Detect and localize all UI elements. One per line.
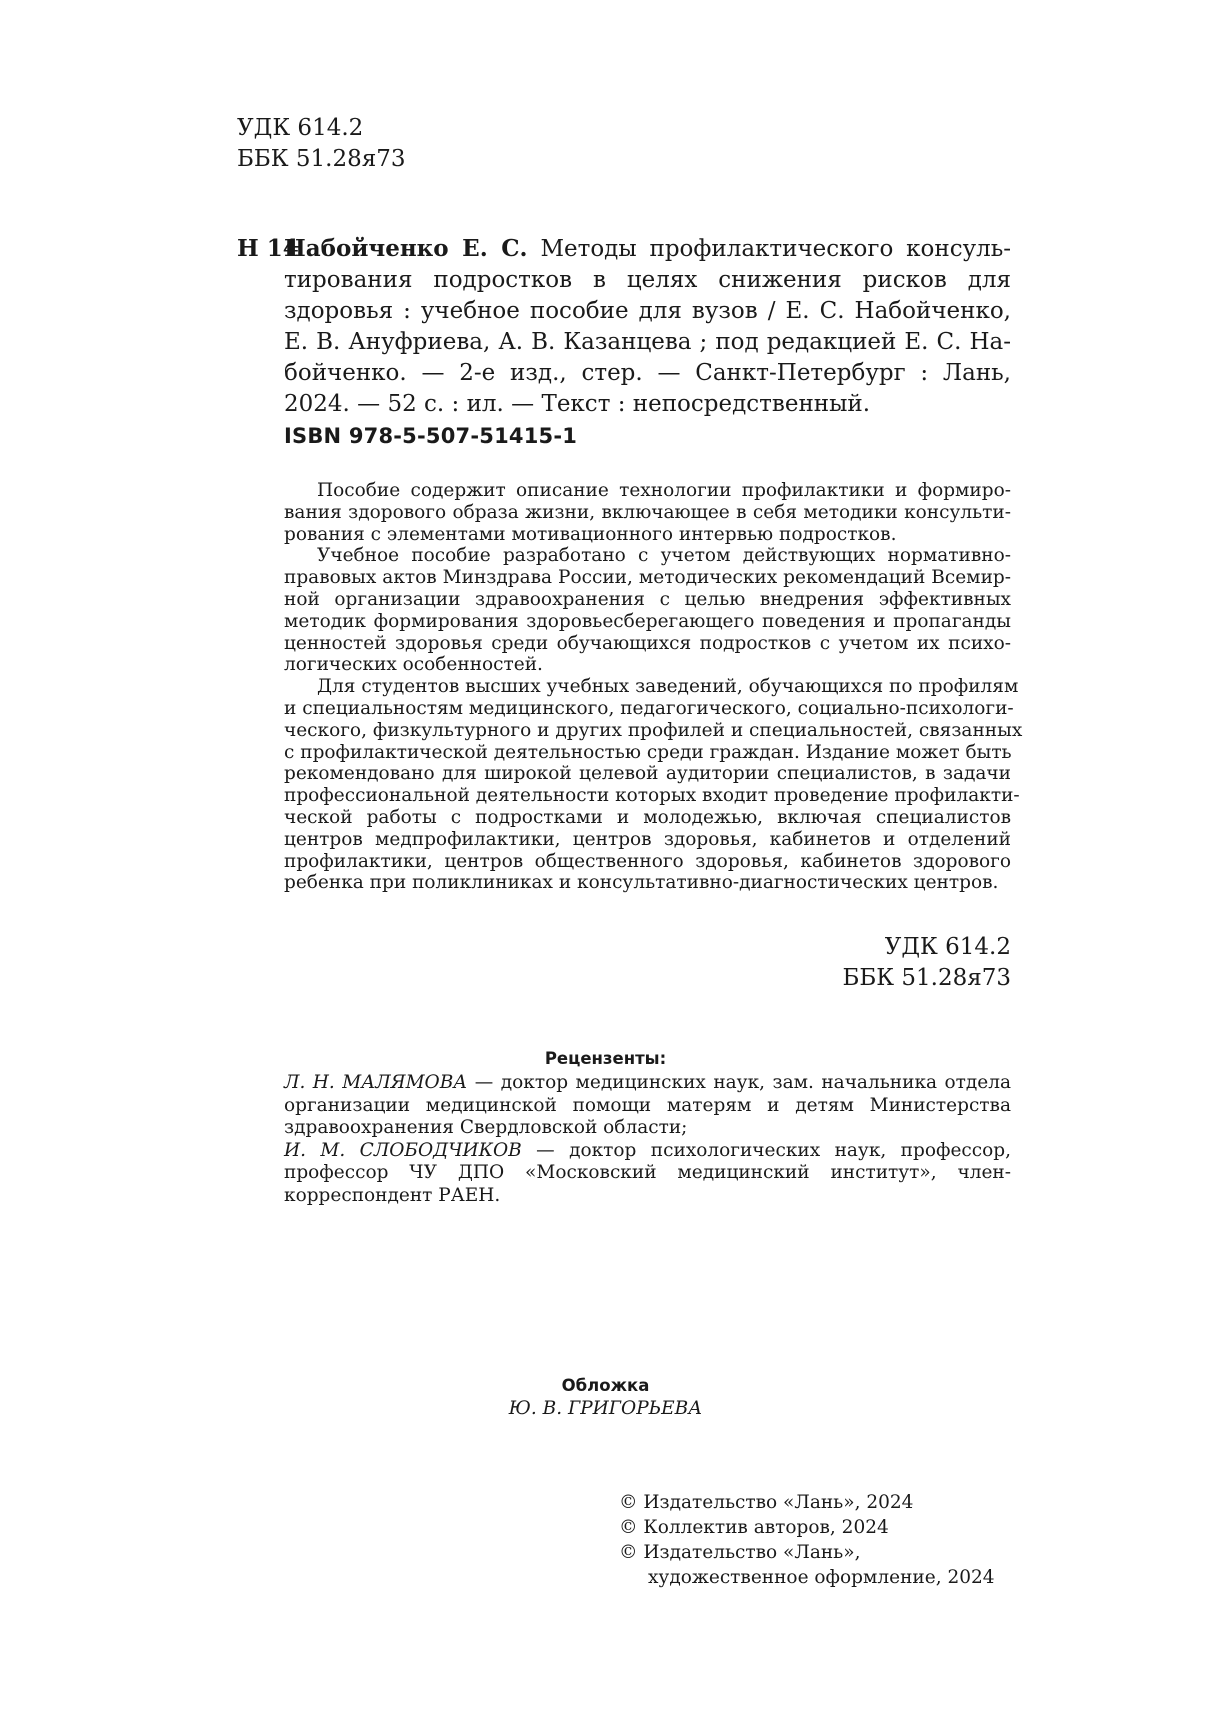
- copyright-line: © Коллектив авторов, 2024: [619, 1517, 889, 1538]
- reviewers-heading: Рецензенты:: [544, 1049, 667, 1068]
- annotation-line: Для студентов высших учебных заведений, обучающихся по профилям: [317, 676, 1019, 698]
- entry-line: 2024. — 52 с. : ил. — Текст : непосредственный.: [284, 391, 871, 417]
- annotation-line: профилактики, центров общественного здоровья, кабинетов здорового: [284, 850, 1011, 872]
- annotation-line: ребенка при поликлиниках и консультативно-диагностических центров.: [284, 872, 999, 894]
- annotation: [284, 480, 1023, 894]
- annotation-line: ческого, физкультурного и других профилей и специальностей, связанных: [284, 719, 1023, 741]
- bbk-code: ББК 51.28я73: [237, 146, 406, 172]
- entry-line: [284, 233, 1011, 265]
- reviewer-name: И. М. СЛОБОДЧИКОВ: [284, 1139, 522, 1161]
- annotation-line: рования с элементами мотивационного интервью подростков.: [284, 523, 897, 545]
- entry-title-start: Методы профилактического консуль-: [540, 236, 1012, 262]
- annotation-line: вания здорового образа жизни, включающее в себя методики консульти-: [284, 501, 1011, 523]
- reviewer-name: Л. Н. МАЛЯМОВА: [284, 1072, 468, 1093]
- entry-line: Е. В. Ануфриева, А. В. Казанцева ; под редакцией Е. С. На-: [284, 329, 1011, 355]
- reviewer-line: здравоохранения Свердловской области;: [284, 1117, 688, 1138]
- bibliographic-description: [284, 233, 1011, 420]
- reviewers-list: [284, 1072, 1011, 1207]
- annotation-line: профессиональной деятельности которых входит проведение профилакти-: [284, 785, 1020, 807]
- annotation-line: Учебное пособие разработано с учетом действующих нормативно-: [317, 545, 1011, 567]
- annotation-line: логических особенностей.: [284, 654, 543, 676]
- udk-code: УДК 614.2: [884, 934, 1011, 960]
- annotation-line: рекомендовано для широкой целевой аудитории специалистов, в задачи: [284, 763, 1011, 785]
- copyright-line: © Издательство «Лань»,: [619, 1542, 861, 1563]
- reviewer-line: организации медицинской помощи матерям и детям Министерства: [284, 1094, 1011, 1116]
- reviewer-line: [284, 1072, 1011, 1095]
- annotation-line: правовых актов Минздрава России, методических рекомендаций Всемир-: [284, 567, 1011, 589]
- reviewer-line: [284, 1140, 1011, 1163]
- annotation-line: ческой работы с подростками и молодежью, включая специалистов: [284, 806, 1011, 828]
- reviewer-line: корреспондент РАЕН.: [284, 1184, 501, 1206]
- reviewer-credentials: — доктор медицинских наук, зам. начальника отдела: [467, 1072, 1012, 1093]
- annotation-line: методик формирования здоровьесберегающего поведения и пропаганды: [284, 610, 1011, 632]
- annotation-line: Пособие содержит описание технологии профилактики и формиро-: [317, 480, 1011, 501]
- reviewer-credentials: — доктор психологических наук, профессор,: [521, 1139, 1011, 1161]
- author-name: Набойченко Е. С.: [284, 235, 528, 262]
- cover-designer-name: Ю. В. ГРИГОРЬЕВА: [508, 1398, 703, 1419]
- annotation-line: ной организации здравоохранения с целью внедрения эффективных: [284, 588, 1011, 610]
- entry-line: тирования подростков в целях снижения рисков для: [284, 267, 1011, 293]
- isbn: ISBN 978-5-507-51415-1: [284, 424, 578, 448]
- bbk-code: ББК 51.28я73: [842, 965, 1011, 991]
- annotation-line: и специальностям медицинского, педагогического, социально-психологи-: [284, 697, 1014, 719]
- cover-heading: Обложка: [561, 1376, 650, 1395]
- copyright-notices: [619, 1490, 995, 1590]
- udk-code: УДК 614.2: [237, 115, 364, 141]
- classification-codes-bottom: [842, 932, 1011, 994]
- annotation-line: с профилактической деятельностью среди граждан. Издание может быть: [284, 741, 1012, 763]
- author-sign-code: Н 14: [237, 235, 299, 262]
- entry-line: бойченко. — 2-е изд., стер. — Санкт-Петербург : Лань,: [284, 360, 1011, 386]
- annotation-line: центров медпрофилактики, центров здоровья, кабинетов и отделений: [284, 828, 1011, 850]
- bibliographic-entry: [237, 233, 1011, 420]
- annotation-line: ценностей здоровья среди обучающихся подростков с учетом их психо-: [284, 632, 1011, 654]
- copyright-line: © Издательство «Лань», 2024: [619, 1492, 914, 1513]
- classification-codes-top: [237, 113, 406, 175]
- entry-line: здоровья : учебное пособие для вузов / Е. С. Набойченко,: [284, 298, 1011, 324]
- reviewer-line: профессор ЧУ ДПО «Московский медицинский институт», член-: [284, 1162, 1011, 1183]
- copyright-line: художественное оформление, 2024: [648, 1567, 995, 1588]
